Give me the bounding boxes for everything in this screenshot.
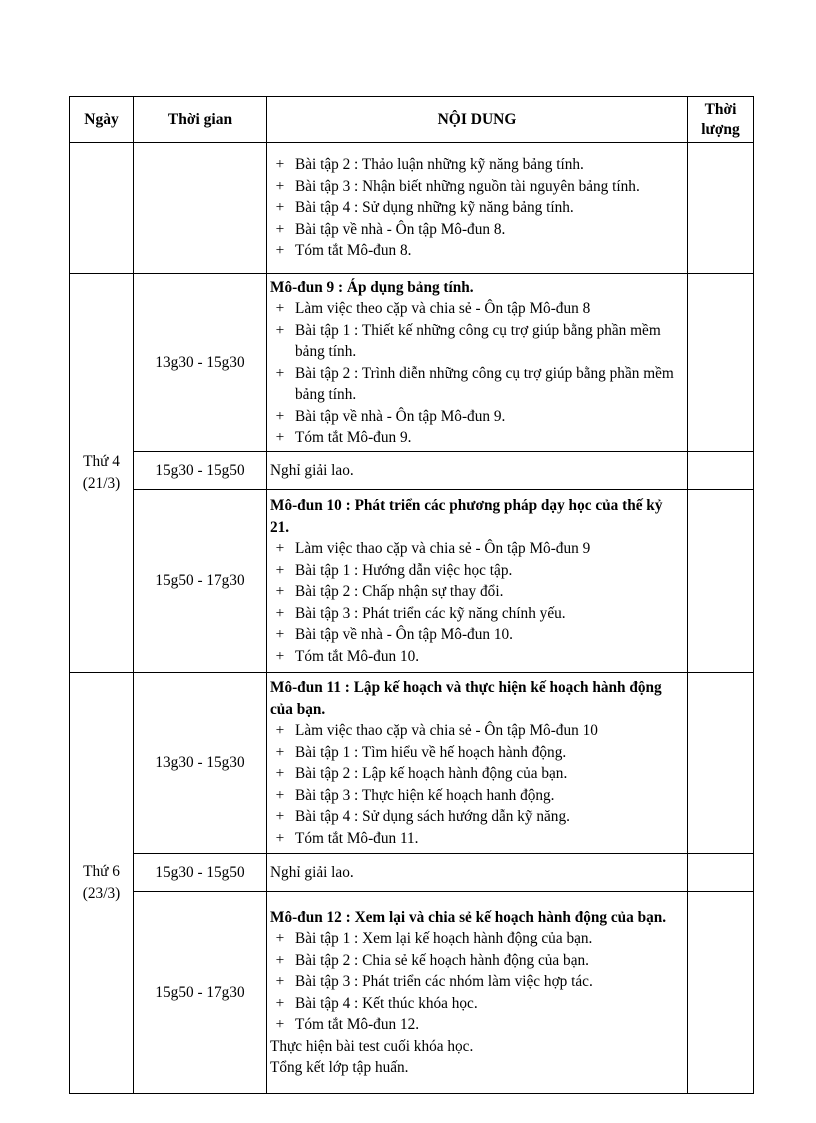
table-row [70,452,754,490]
table-row [70,892,754,1094]
item-list [270,298,685,449]
plus-bullet-icon: + [275,951,285,969]
list-item [270,176,685,198]
time-cell: 15g30 - 15g50 [134,452,267,490]
item-text: Bài tập 2 : Lập kế hoạch hành động của bạn. [295,765,568,782]
content-cell: Nghỉ giải lao. [267,854,688,892]
list-item [270,363,685,406]
module-title: Mô-đun 12 : Xem lại và chia sẻ kế hoạch hành động của bạn. [270,908,667,926]
table-row [70,274,754,452]
item-text: Bài tập 3 : Phát triển các nhóm làm việc hợp tác. [295,973,593,990]
item-text: Làm việc thao cặp và chia sẻ - Ôn tập Mô-đun 10 [295,722,598,739]
table-row [70,854,754,892]
item-text: Bài tập 3 : Thực hiện kế hoạch hanh động. [295,786,555,804]
item-text: Tóm tắt Mô-đun 9. [295,429,412,446]
plus-bullet-icon: + [275,583,285,600]
list-item [270,298,685,320]
item-text: Bài tập 4 : Sử dụng sách hướng dẫn kỹ năng. [295,808,570,825]
item-text: Bài tập 1 : Tìm hiểu về hế hoạch hành động. [295,743,567,761]
plus-bullet-icon: + [275,808,285,825]
header-content: NỘI DUNG [267,97,688,143]
closing-note: Thực hiện bài test cuối khóa học. [270,1037,474,1055]
item-text: Tóm tắt Mô-đun 12. [295,1016,420,1033]
plus-bullet-icon: + [275,626,285,643]
item-list [270,538,685,667]
plus-bullet-icon: + [275,647,285,665]
list-item [270,240,685,262]
plus-bullet-icon: + [275,930,285,947]
list-item [270,806,685,828]
content-cell: Nghỉ giải lao. [267,452,688,490]
duration-cell [688,892,754,1094]
item-text: Bài tập về nhà - Ôn tập Mô-đun 9. [295,407,506,425]
list-item [270,763,685,785]
content-cell [267,892,688,1094]
plus-bullet-icon: + [275,765,285,782]
item-text: Bài tập 4 : Kết thúc khóa học. [295,994,478,1012]
module-title: Mô-đun 9 : Áp dụng bảng tính. [270,278,474,296]
list-item [270,197,685,219]
module-title: Mô-đun 11 : Lập kế hoạch và thực hiện kế hoạch hành động của bạn. [270,679,662,718]
time-cell: 15g50 - 17g30 [134,490,267,673]
item-text: Bài tập 4 : Sử dụng những kỹ năng bảng tính. [295,199,574,217]
list-item [270,406,685,428]
item-list [270,154,685,262]
day-cell [70,673,134,1094]
item-text: Làm việc thao cặp và chia sẻ - Ôn tập Mô-đun 9 [295,540,591,557]
list-item [270,538,685,560]
list-item [270,581,685,603]
list-item [270,154,685,176]
day-cell [70,274,134,673]
day-cell [70,143,134,274]
plus-bullet-icon: + [275,220,285,238]
plus-bullet-icon: + [275,407,285,425]
time-cell [134,143,267,274]
closing-note: Tổng kết lớp tập huấn. [270,1059,409,1076]
item-text: Bài tập 1 : Xem lại kế hoạch hành động của bạn. [295,930,593,947]
item-text: Bài tập 1 : Thiết kế những công cụ trợ giúp bằng phần mềm bảng tính. [295,321,661,360]
plus-bullet-icon: + [275,561,285,579]
list-item [270,427,685,449]
list-item [270,219,685,241]
list-item [270,320,685,363]
duration-cell [688,143,754,274]
list-item [270,785,685,807]
content-cell [267,274,688,452]
plus-bullet-icon: + [275,722,285,739]
plus-bullet-icon: + [275,156,285,174]
time-cell: 13g30 - 15g30 [134,673,267,854]
item-list [270,720,685,849]
plus-bullet-icon: + [275,540,285,557]
duration-cell [688,490,754,673]
plus-bullet-icon: + [275,199,285,217]
table-row [70,673,754,854]
day-label: Thứ 6 [83,863,120,880]
table-row [70,490,754,673]
item-text: Bài tập 3 : Nhận biết những nguồn tài nguyên bảng tính. [295,177,640,195]
list-item [270,950,685,972]
item-text: Bài tập 2 : Chấp nhận sự thay đổi. [295,583,504,600]
list-item [270,742,685,764]
item-text: Bài tập 2 : Chia sẻ kế hoạch hành động của bạn. [295,951,589,969]
item-text: Bài tập 2 : Thảo luận những kỹ năng bảng tính. [295,156,584,174]
plus-bullet-icon: + [275,429,285,446]
day-label: Thứ 4 [83,453,120,470]
plus-bullet-icon: + [275,743,285,761]
list-item [270,646,685,668]
list-item [270,828,685,850]
list-item [270,993,685,1015]
list-item [270,720,685,742]
item-text: Bài tập về nhà - Ôn tập Mô-đun 8. [295,220,506,238]
duration-cell [688,452,754,490]
header-day: Ngày [70,97,134,143]
plus-bullet-icon: + [275,242,285,260]
plus-bullet-icon: + [275,994,285,1012]
content-cell [267,673,688,854]
list-item [270,560,685,582]
item-text: Tóm tắt Mô-đun 11. [295,829,419,847]
content-cell [267,143,688,274]
content-cell [267,490,688,673]
time-cell: 13g30 - 15g30 [134,274,267,452]
duration-cell [688,854,754,892]
plus-bullet-icon: + [275,364,285,382]
duration-cell [688,274,754,452]
plus-bullet-icon: + [275,300,285,317]
list-item [270,971,685,993]
plus-bullet-icon: + [275,321,285,339]
time-cell: 15g50 - 17g30 [134,892,267,1094]
item-text: Tóm tắt Mô-đun 10. [295,647,420,665]
plus-bullet-icon: + [275,604,285,622]
header-time: Thời gian [134,97,267,143]
plus-bullet-icon: + [275,786,285,804]
list-item [270,928,685,950]
schedule-table [69,96,754,1094]
plus-bullet-icon: + [275,1016,285,1033]
item-text: Bài tập về nhà - Ôn tập Mô-đun 10. [295,626,513,643]
header-duration: Thời lượng [688,97,754,143]
item-text: Làm việc theo cặp và chia sẻ - Ôn tập Mô-đun 8 [295,300,591,317]
list-item [270,603,685,625]
day-date: (21/3) [82,475,121,492]
day-date: (23/3) [82,885,121,902]
duration-cell [688,673,754,854]
item-text: Bài tập 3 : Phát triển các kỹ năng chính yếu. [295,604,566,622]
plus-bullet-icon: + [275,177,285,195]
item-list [270,928,685,1036]
module-title: Mô-đun 10 : Phát triển các phương pháp dạy học của thế kỷ 21. [270,497,663,536]
item-text: Bài tập 1 : Hướng dẫn việc học tập. [295,561,513,579]
header-row [70,97,754,143]
plus-bullet-icon: + [275,973,285,990]
item-text: Tóm tắt Mô-đun 8. [295,242,412,260]
list-item [270,624,685,646]
time-cell: 15g30 - 15g50 [134,854,267,892]
item-text: Bài tập 2 : Trình diễn những công cụ trợ giúp bằng phần mềm bảng tính. [295,364,674,403]
plus-bullet-icon: + [275,829,285,847]
list-item [270,1014,685,1036]
table-row [70,143,754,274]
